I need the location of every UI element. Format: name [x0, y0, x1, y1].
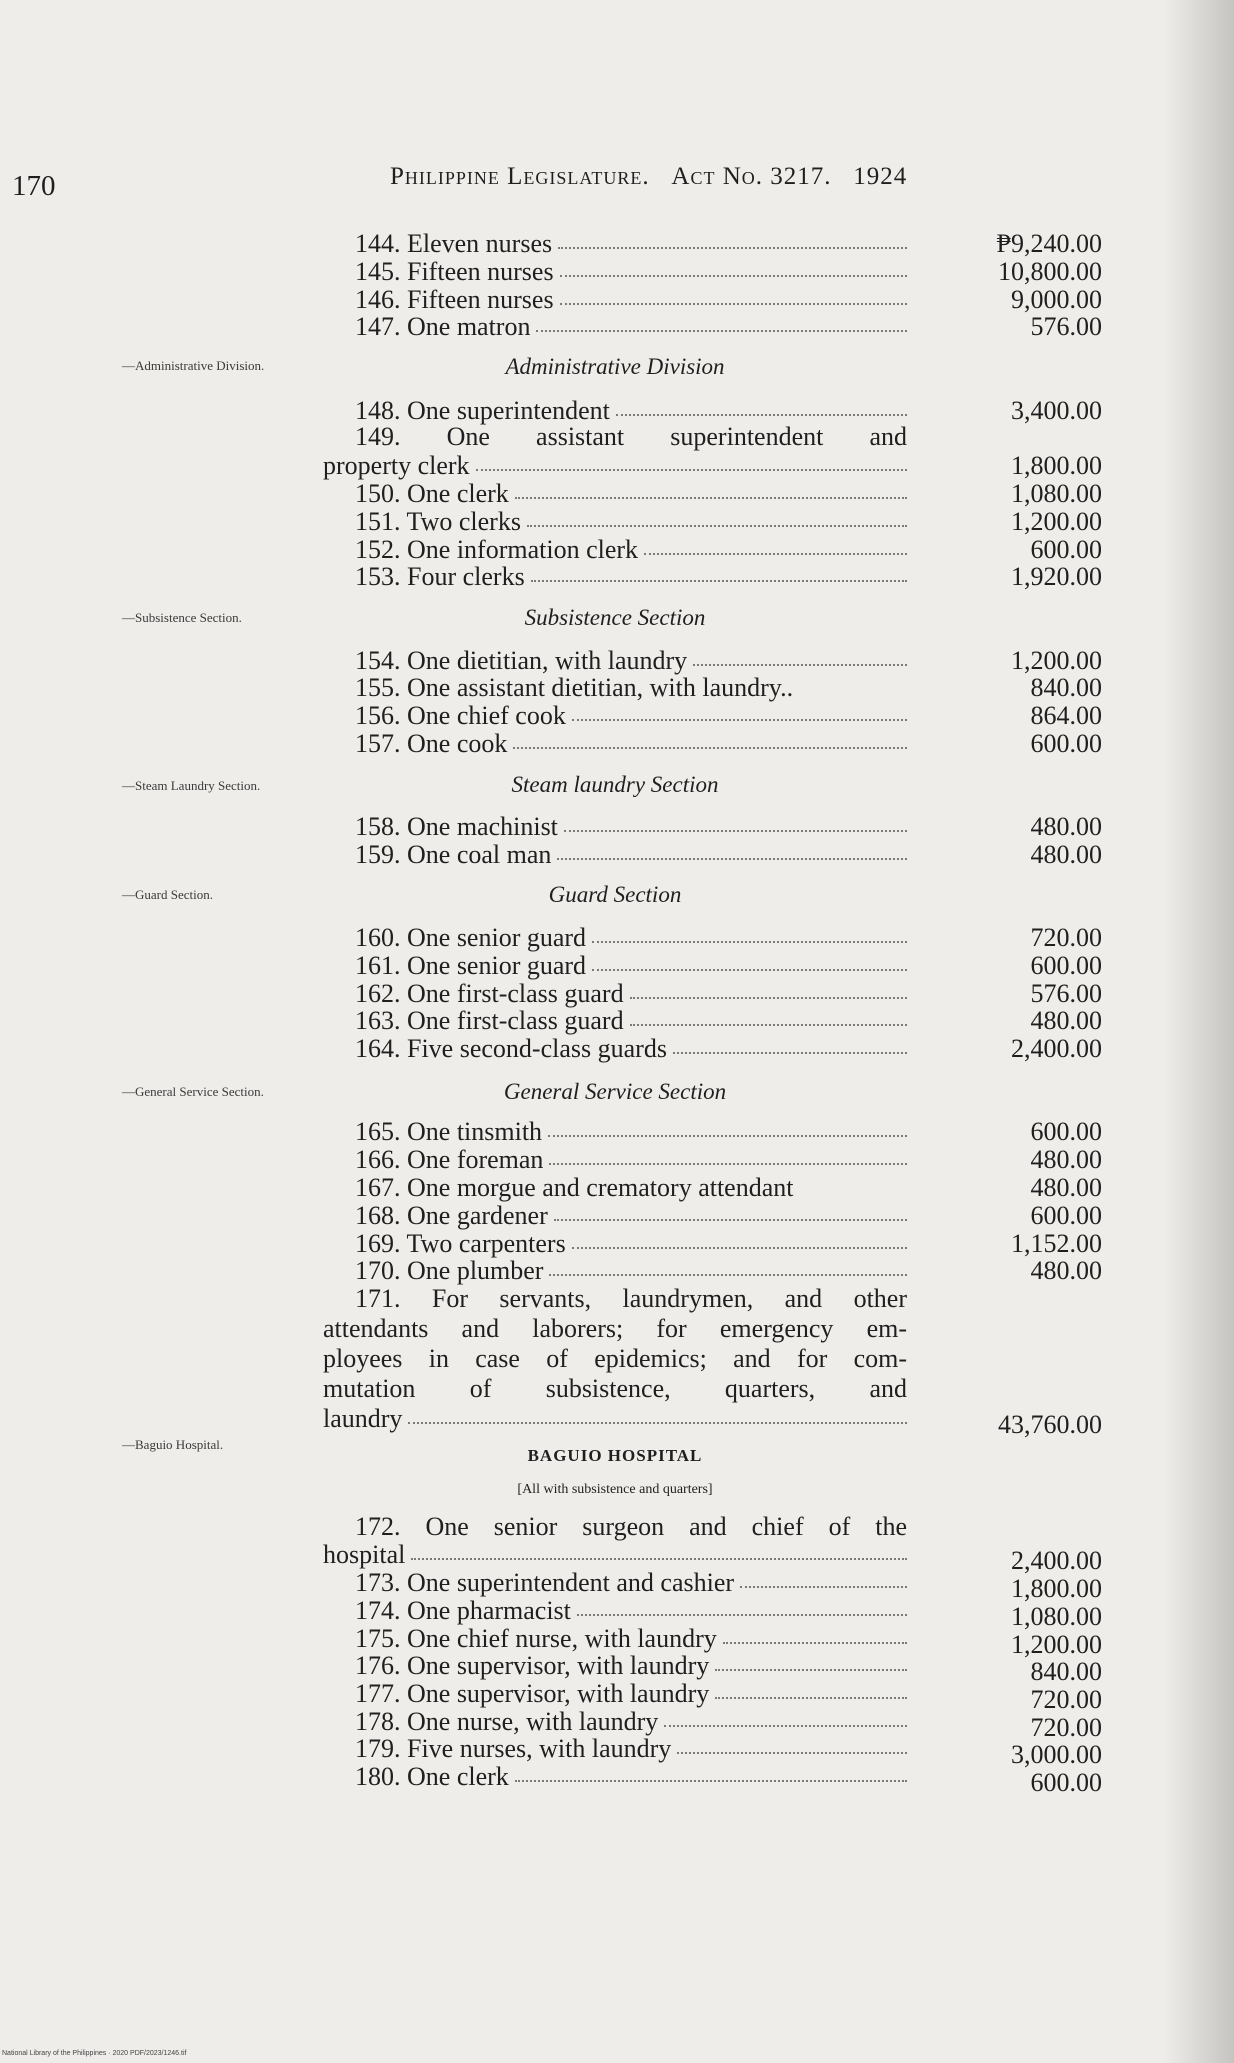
line-item — [0, 646, 1234, 676]
line-item — [0, 229, 1234, 259]
line-item — [0, 979, 1234, 1009]
line-item — [0, 1173, 1234, 1203]
section-heading: General Service Section — [503, 1079, 727, 1104]
item-label: attendants and laborers; for emergency em- — [323, 1314, 907, 1343]
item-label: 156. One chief cook — [355, 701, 566, 730]
line-item — [0, 285, 1234, 315]
item-label: 157. One cook — [355, 729, 508, 758]
line-item — [0, 451, 1234, 481]
line-item — [0, 1651, 1234, 1686]
item-amount: 3,400.00 — [1011, 396, 1102, 425]
line-item — [0, 1762, 1234, 1797]
item-amount: 480.00 — [1030, 840, 1102, 869]
item-amount: 1,920.00 — [1011, 562, 1102, 591]
line-item — [0, 312, 1234, 342]
item-amount: 600.00 — [1030, 1117, 1102, 1146]
item-label: 158. One machinist — [355, 812, 558, 841]
item-amount: 1,152.00 — [1011, 1229, 1102, 1258]
item-label: 153. Four clerks — [355, 562, 525, 591]
section-heading: Subsistence Section — [524, 605, 706, 630]
line-item — [0, 673, 1234, 703]
item-label: 154. One dietitian, with laundry — [355, 646, 688, 675]
item-label: 164. Five second-class guards — [355, 1034, 667, 1063]
item-label: 167. One morgue and crematory attendant — [355, 1173, 794, 1202]
line-item — [0, 1568, 1234, 1603]
item-label: 151. Two clerks — [355, 507, 521, 536]
line-item — [0, 507, 1234, 537]
line-item — [0, 1624, 1234, 1659]
line-item — [0, 1145, 1234, 1175]
item-amount: 480.00 — [1030, 1256, 1102, 1285]
item-label: 155. One assistant dietitian, with laundry.. — [355, 673, 794, 702]
item-amount: 480.00 — [1030, 1173, 1102, 1202]
item-label: 163. One first-class guard — [355, 1006, 624, 1035]
item-label: 178. One nurse, with laundry — [355, 1707, 659, 1736]
section-heading: Guard Section — [548, 882, 682, 907]
line-item — [0, 812, 1234, 842]
item-label: 160. One senior guard — [355, 923, 587, 952]
page-number: 170 — [12, 170, 56, 202]
header-legislature: Philippine Legislature. — [390, 163, 650, 190]
item-amount: 600.00 — [1030, 1768, 1102, 1797]
item-amount: 720.00 — [1030, 1713, 1102, 1742]
item-label: 152. One information clerk — [355, 535, 639, 564]
item-label: 172. One senior surgeon and chief of the — [355, 1512, 907, 1541]
item-amount: 480.00 — [1030, 1145, 1102, 1174]
item-amount: 1,800.00 — [1011, 451, 1102, 480]
item-label: 179. Five nurses, with laundry — [355, 1734, 672, 1763]
item-label: 177. One supervisor, with laundry — [355, 1679, 710, 1708]
item-label: property clerk — [323, 451, 470, 480]
item-amount: 720.00 — [1030, 1685, 1102, 1714]
item-label: 173. One superintendent and cashier — [355, 1568, 735, 1597]
margin-note: —Steam Laundry Section. — [122, 778, 261, 793]
item-amount: 1,200.00 — [1011, 507, 1102, 536]
item-amount: 1,080.00 — [1011, 1602, 1102, 1631]
multiline-item — [323, 1512, 907, 1542]
item-amount: 1,200.00 — [1011, 1630, 1102, 1659]
item-amount: 2,400.00 — [1011, 1546, 1102, 1575]
line-item — [0, 1201, 1234, 1231]
item-amount: 840.00 — [1030, 673, 1102, 702]
multiline-item — [323, 1284, 907, 1404]
item-amount: 600.00 — [1030, 535, 1102, 564]
margin-note: —General Service Section. — [122, 1084, 264, 1099]
multiline-item — [323, 422, 907, 452]
item-amount: 1,800.00 — [1011, 1574, 1102, 1603]
item-label: 174. One pharmacist — [355, 1596, 571, 1625]
line-item — [0, 701, 1234, 731]
item-label: 144. Eleven nurses — [355, 229, 553, 258]
item-label: 176. One supervisor, with laundry — [355, 1651, 710, 1680]
line-item — [0, 562, 1234, 592]
item-label: 149. One assistant superintendent and — [355, 422, 907, 451]
line-item — [0, 1006, 1234, 1036]
line-item — [0, 1679, 1234, 1714]
line-item — [0, 1034, 1234, 1064]
item-label: 159. One coal man — [355, 840, 552, 869]
item-label: 169. Two carpenters — [355, 1229, 566, 1258]
margin-note: —Guard Section. — [122, 887, 213, 902]
item-amount: 9,000.00 — [1011, 285, 1102, 314]
item-amount: ₱9,240.00 — [996, 229, 1102, 258]
line-item — [0, 1734, 1234, 1769]
item-label: 147. One matron — [355, 312, 531, 341]
item-label: hospital — [323, 1540, 406, 1569]
header-year: 1924 — [853, 163, 908, 190]
section-heading: Steam laundry Section — [511, 772, 719, 797]
item-label: 148. One superintendent — [355, 396, 610, 425]
item-amount: 480.00 — [1030, 812, 1102, 841]
line-item — [0, 535, 1234, 565]
line-item — [0, 1596, 1234, 1631]
item-label: 145. Fifteen nurses — [355, 257, 554, 286]
item-amount: 600.00 — [1030, 1201, 1102, 1230]
item-label: 150. One clerk — [355, 479, 509, 508]
section-note: [All with subsistence and quarters] — [517, 1482, 713, 1497]
section-heading: BAGUIO HOSPITAL — [527, 1446, 703, 1465]
line-item — [0, 1117, 1234, 1147]
line-item — [0, 257, 1234, 287]
item-label: 168. One gardener — [355, 1201, 548, 1230]
item-label: 170. One plumber — [355, 1256, 544, 1285]
scan-footer: National Library of the Philippines · 2020 PDF/2023/1246.tif — [2, 2050, 187, 2057]
item-label: laundry — [323, 1404, 403, 1433]
item-amount: 43,760.00 — [998, 1410, 1102, 1439]
margin-note: —Baguio Hospital. — [122, 1437, 224, 1452]
header-act: Act No. 3217. — [671, 163, 832, 190]
item-amount: 600.00 — [1030, 951, 1102, 980]
section-heading: Administrative Division — [505, 354, 725, 379]
item-label: 180. One clerk — [355, 1762, 509, 1791]
margin-note: —Subsistence Section. — [122, 610, 242, 625]
item-label: ployees in case of epidemics; and for com- — [323, 1344, 907, 1373]
item-amount: 576.00 — [1030, 979, 1102, 1008]
line-item — [0, 479, 1234, 509]
line-item — [0, 923, 1234, 953]
line-item — [0, 1540, 1234, 1575]
item-amount: 864.00 — [1030, 701, 1102, 730]
item-label: 171. For servants, laundrymen, and other — [355, 1284, 907, 1313]
line-item — [0, 951, 1234, 981]
item-amount: 840.00 — [1030, 1657, 1102, 1686]
line-item — [0, 1256, 1234, 1286]
item-amount: 480.00 — [1030, 1006, 1102, 1035]
item-amount: 10,800.00 — [998, 257, 1102, 286]
item-amount: 2,400.00 — [1011, 1034, 1102, 1063]
item-label: 175. One chief nurse, with laundry — [355, 1624, 717, 1653]
line-item — [0, 729, 1234, 759]
item-amount: 3,000.00 — [1011, 1740, 1102, 1769]
item-label: mutation of subsistence, quarters, and — [323, 1374, 907, 1403]
item-label: 161. One senior guard — [355, 951, 587, 980]
line-item — [0, 1404, 1234, 1439]
item-amount: 1,080.00 — [1011, 479, 1102, 508]
item-amount: 720.00 — [1030, 923, 1102, 952]
line-item — [0, 1229, 1234, 1259]
line-item — [0, 1707, 1234, 1742]
item-label: 146. Fifteen nurses — [355, 285, 554, 314]
line-item — [0, 840, 1234, 870]
running-header — [390, 163, 907, 191]
item-label: 162. One first-class guard — [355, 979, 624, 1008]
item-label: 166. One foreman — [355, 1145, 544, 1174]
item-amount: 576.00 — [1030, 312, 1102, 341]
item-label: 165. One tinsmith — [355, 1117, 543, 1146]
item-amount: 600.00 — [1030, 729, 1102, 758]
item-amount: 1,200.00 — [1011, 646, 1102, 675]
margin-note: —Administrative Division. — [122, 358, 265, 373]
